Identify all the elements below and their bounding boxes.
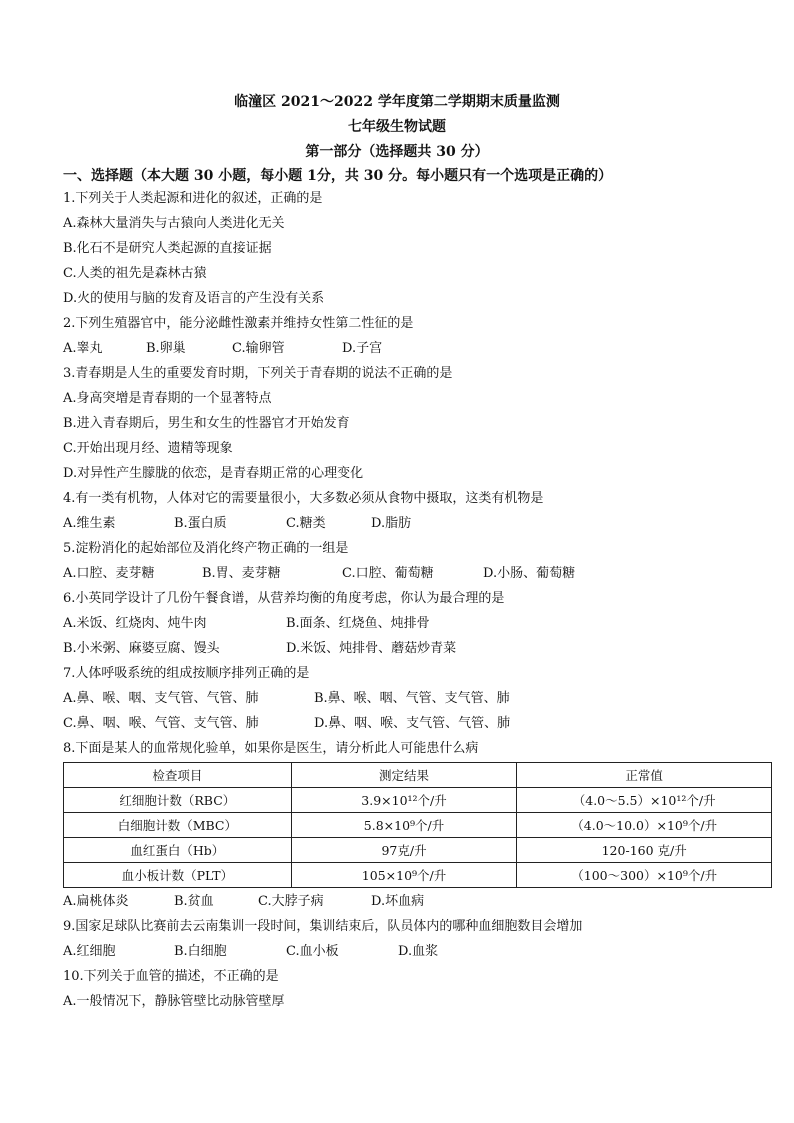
table-cell: 血红蛋白（Hb） [64,838,292,863]
table-cell: 白细胞计数（MBC） [64,813,292,838]
question-3-option-d: D.对异性产生朦胧的依恋，是青春期正常的心理变化 [63,466,364,481]
question-9-option-b: B.白细胞 [174,944,227,959]
question-3-option-b: B.进入青春期后，男生和女生的性器官才开始发育 [63,416,350,431]
question-4-option-d: D.脂肪 [371,516,412,531]
question-7-option-c: C.鼻、咽、喉、气管、支气管、肺 [63,716,259,731]
table-cell: 120-160 克/升 [517,838,772,863]
table-row [64,788,772,813]
question-2-option-d: D.子宫 [342,341,383,356]
question-8-option-b: B.贫血 [174,894,214,909]
table-row [64,813,772,838]
blood-test-table [63,762,772,888]
question-8-option-a: A.扁桃体炎 [63,894,129,909]
question-1-stem: 1.下列关于人类起源和进化的叙述，正确的是 [63,191,323,206]
question-9-option-c: C.血小板 [286,944,339,959]
table-cell: （4.0～5.5）×10¹²个/升 [517,788,772,813]
question-7-option-d: D.鼻、咽、喉、支气管、气管、肺 [314,716,511,731]
question-10-option-a: A.一般情况下，静脉管壁比动脉管壁厚 [63,994,285,1009]
question-5-stem: 5.淀粉消化的起始部位及消化终产物正确的一组是 [63,541,349,556]
question-4-option-a: A.维生素 [63,516,116,531]
question-2-option-a: A.睾丸 [63,341,103,356]
question-9-stem: 9.国家足球队比赛前去云南集训一段时间，集训结束后，队员体内的哪种血细胞数目会增加 [63,919,583,934]
question-6-option-c: B.小米粥、麻婆豆腐、馒头 [63,641,220,656]
table-header-row [64,763,772,788]
question-1-option-d: D.火的使用与脑的发育及语言的产生没有关系 [63,291,325,306]
question-1-option-c: C.人类的祖先是森林古猿 [63,266,207,281]
question-1-option-b: B.化石不是研究人类起源的直接证据 [63,241,272,256]
question-8-option-d: D.坏血病 [371,894,425,909]
exam-subtitle: 七年级生物试题 [348,119,446,135]
question-2-stem: 2.下列生殖器官中，能分泌雌性激素并维持女性第二性征的是 [63,316,414,331]
question-6-stem: 6.小英同学设计了几份午餐食谱，从营养均衡的角度考虑，你认为最合理的是 [63,591,505,606]
section-heading: 一、选择题（本大题 30 小题，每小题 1分，共 30 分。每小题只有一个选项是正确的） [63,168,613,184]
table-cell: 血小板计数（PLT） [64,863,292,888]
question-7-option-a: A.鼻、喉、咽、支气管、气管、肺 [63,691,259,706]
question-4-stem: 4.有一类有机物，人体对它的需要量很小，大多数必须从食物中摄取，这类有机物是 [63,491,544,506]
table-cell: 97克/升 [291,838,517,863]
question-8-option-c: C.大脖子病 [258,894,324,909]
question-2-option-b: B.卵巢 [146,341,186,356]
question-5-option-b: B.胃、麦芽糖 [202,566,281,581]
question-3-option-a: A.身高突增是青春期的一个显著特点 [63,391,272,406]
question-5-option-c: C.口腔、葡萄糖 [342,566,434,581]
table-header-cell: 测定结果 [291,763,517,788]
question-8-stem: 8.下面是某人的血常规化验单，如果你是医生，请分析此人可能患什么病 [63,741,479,756]
table-row [64,838,772,863]
table-row [64,863,772,888]
table-cell: 红细胞计数（RBC） [64,788,292,813]
question-4-option-b: B.蛋白质 [174,516,227,531]
table-cell: 3.9×10¹²个/升 [291,788,517,813]
exam-title: 临潼区 2021～2022 学年度第二学期期末质量监测 [234,94,560,110]
question-3-option-c: C.开始出现月经、遗精等现象 [63,441,233,456]
part-heading: 第一部分（选择题共 30 分） [305,144,489,160]
question-1-option-a: A.森林大量消失与古猿向人类进化无关 [63,216,285,231]
question-9-option-a: A.红细胞 [63,944,116,959]
table-cell: （100～300）×10⁹个/升 [517,863,772,888]
table-header-cell: 检查项目 [64,763,292,788]
question-5-option-d: D.小肠、葡萄糖 [483,566,576,581]
question-7-stem: 7.人体呼吸系统的组成按顺序排列正确的是 [63,666,310,681]
question-2-option-c: C.输卵管 [232,341,285,356]
question-9-option-d: D.血浆 [398,944,439,959]
question-6-option-a: A.米饭、红烧肉、炖牛肉 [63,616,207,631]
question-6-option-d: D.米饭、炖排骨、蘑菇炒青菜 [286,641,457,656]
question-10-stem: 10.下列关于血管的描述，不正确的是 [63,969,279,984]
table-cell: （4.0～10.0）×10⁹个/升 [517,813,772,838]
question-7-option-b: B.鼻、喉、咽、气管、支气管、肺 [314,691,510,706]
question-6-option-b: B.面条、红烧鱼、炖排骨 [286,616,430,631]
question-3-stem: 3.青春期是人生的重要发育时期，下列关于青春期的说法不正确的是 [63,366,453,381]
table-header-cell: 正常值 [517,763,772,788]
table-cell: 105×10⁹个/升 [291,863,517,888]
question-5-option-a: A.口腔、麦芽糖 [63,566,155,581]
table-cell: 5.8×10⁹个/升 [291,813,517,838]
question-4-option-c: C.糖类 [286,516,326,531]
